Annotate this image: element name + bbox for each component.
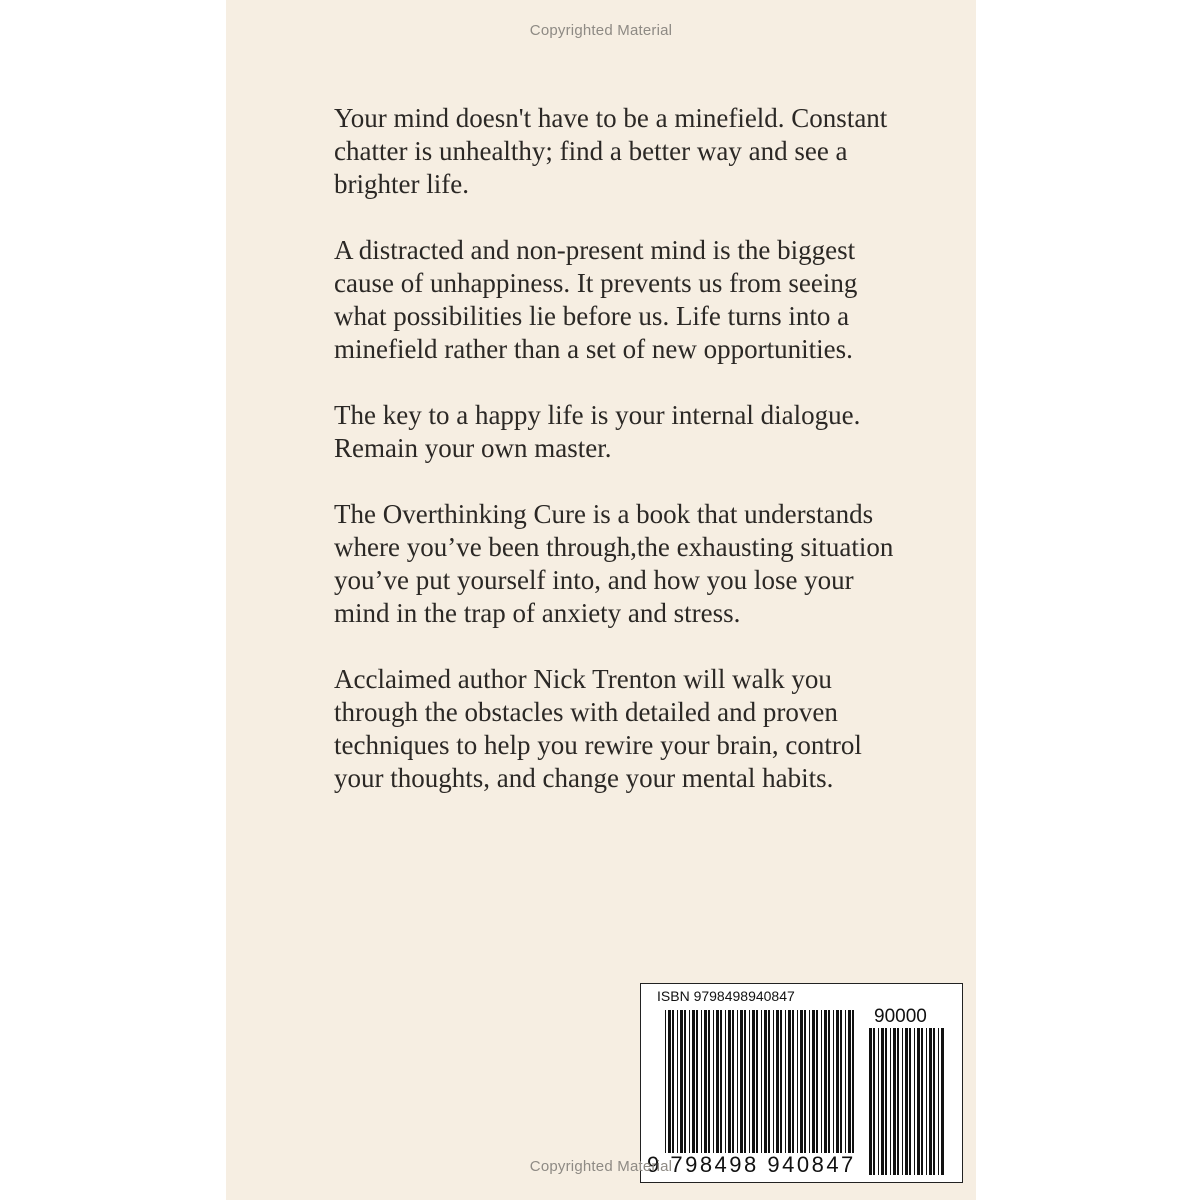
blurb-text — [334, 102, 894, 828]
barcode-digits: 9 798498 940847 — [647, 1152, 856, 1177]
price-code: 90000 — [874, 1006, 927, 1027]
blurb-paragraph-1: Your mind doesn't have to be a minefield. Constant chatter is unhealthy; find a better way and see a brighter life. — [334, 103, 888, 199]
watermark-bottom: Copyrighted Material — [529, 1158, 673, 1175]
isbn-barcode — [640, 983, 963, 1183]
watermark-top: Copyrighted Material — [529, 22, 673, 39]
isbn-label: ISBN 9798498940847 — [657, 988, 795, 1004]
book-back-cover — [226, 0, 976, 1200]
blurb-paragraph-5: Acclaimed author Nick Trenton will walk you through the obstacles with detailed and proven techniques to help you rewire your brain, control your thoughts, and change your mental habits. — [334, 664, 862, 793]
blurb-paragraph-3: The key to a happy life is your internal dialogue. Remain your own master. — [334, 400, 861, 463]
barcode-addon-bars-icon — [869, 1028, 947, 1175]
blurb-paragraph-2: A distracted and non-present mind is the biggest cause of unhappiness. It prevents us from seeing what possibilities lie before us. Life turns into a minefield rather than a set of new opportunities. — [334, 235, 858, 364]
barcode-bars-icon — [665, 1010, 859, 1153]
blurb-paragraph-4: The Overthinking Cure is a book that understands where you’ve been through,the exhausting situation you’ve put yourself into, and how you lose your mind in the trap of anxiety and stress. — [334, 499, 894, 628]
